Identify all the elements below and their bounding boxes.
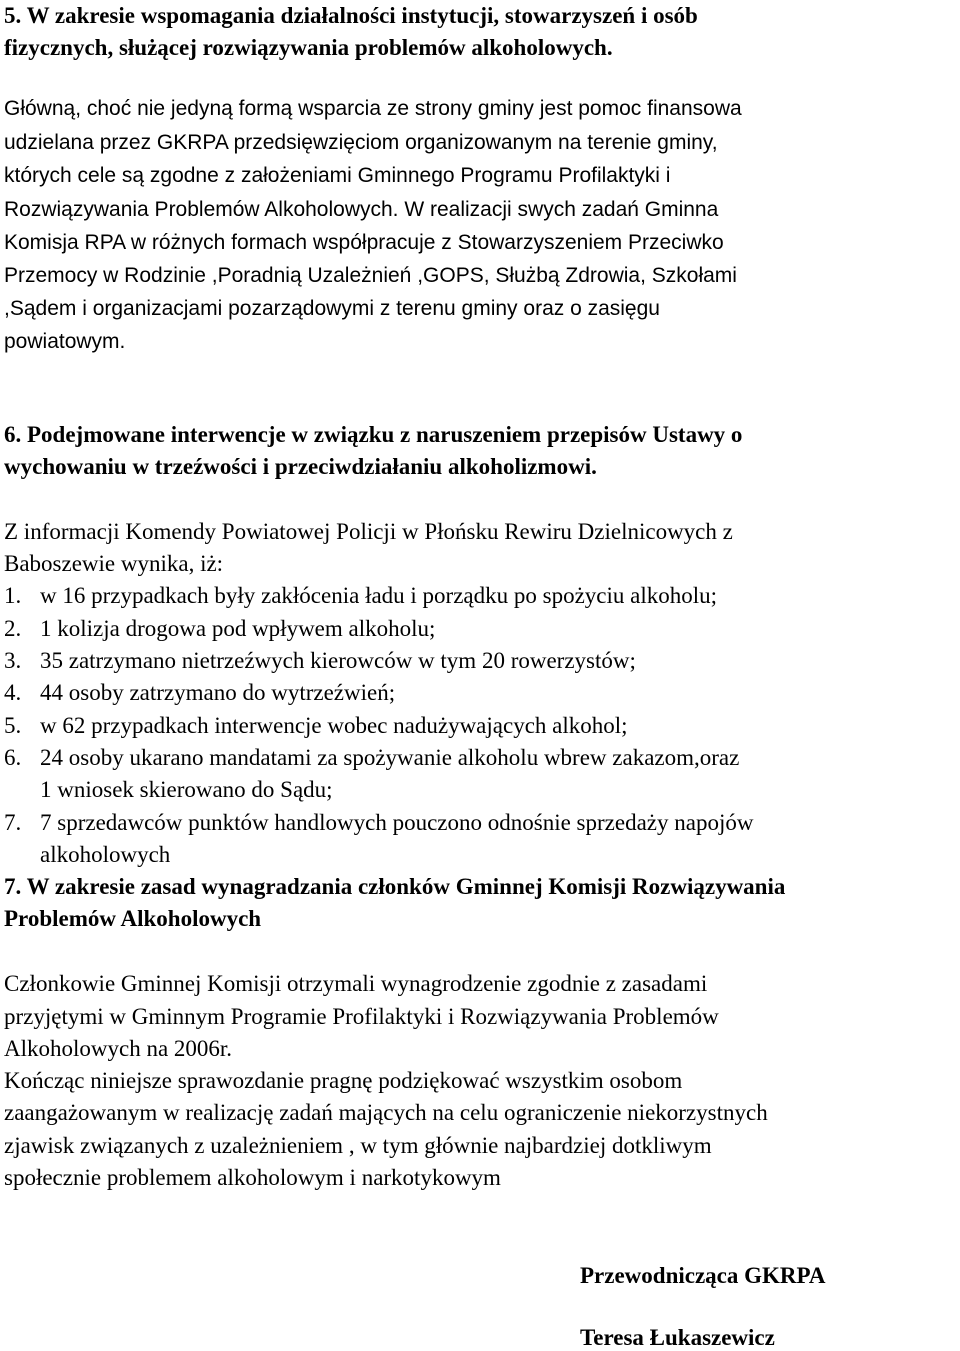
list-item-number: 4.	[4, 680, 22, 705]
list-item	[4, 744, 739, 771]
list-item-text: w 62 przypadkach interwencje wobec nadużywających alkohol;	[40, 713, 628, 738]
section-5-heading-line-2: fizycznych, służącej rozwiązywania problemów alkoholowych.	[4, 35, 613, 60]
list-item-number: 7.	[4, 810, 22, 835]
section-5-body-line: Główną, choć nie jedyną formą wsparcia ze strony gminy jest pomoc finansowa	[4, 97, 742, 120]
section-7-body-line: przyjętymi w Gminnym Programie Profilaktyki i Rozwiązywania Problemów	[4, 1004, 719, 1029]
list-item-text: 1 kolizja drogowa pod wpływem alkoholu;	[40, 616, 436, 641]
closing-line: społecznie problemem alkoholowym i narkotykowym	[4, 1165, 501, 1190]
list-item-number: 6.	[4, 745, 22, 770]
section-5-body-line: Komisja RPA w różnych formach współpracuje z Stowarzyszeniem Przeciwko	[4, 231, 724, 254]
list-item-number: 5.	[4, 713, 22, 738]
list-item-number: 2.	[4, 616, 22, 641]
list-item-continuation: 1 wniosek skierowano do Sądu;	[40, 777, 333, 802]
list-item-text: 44 osoby zatrzymano do wytrzeźwień;	[40, 680, 396, 705]
section-6-intro-line: Baboszewie wynika, iż:	[4, 551, 224, 576]
signature-name: Teresa Łukaszewicz	[580, 1325, 775, 1350]
section-7-body-line: Członkowie Gminnej Komisji otrzymali wynagrodzenie zgodnie z zasadami	[4, 971, 708, 996]
list-item-text: w 16 przypadkach były zakłócenia ładu i porządku po spożyciu alkoholu;	[40, 583, 718, 608]
signature-title: Przewodnicząca GKRPA	[580, 1263, 826, 1288]
closing-line: Kończąc niniejsze sprawozdanie pragnę podziękować wszystkim osobom	[4, 1068, 683, 1093]
section-6-heading-line-1: 6. Podejmowane interwencje w związku z naruszeniem przepisów Ustawy o	[4, 422, 743, 447]
section-5-body-line: Rozwiązywania Problemów Alkoholowych. W realizacji swych zadań Gminna	[4, 198, 719, 221]
section-6-heading-line-2: wychowaniu w trzeźwości i przeciwdziałaniu alkoholizmowi.	[4, 454, 597, 479]
section-5-body-line: ,Sądem i organizacjami pozarządowymi z terenu gminy oraz o zasięgu	[4, 297, 660, 320]
list-item	[4, 647, 636, 674]
section-5-body-line: powiatowym.	[4, 330, 126, 353]
section-7-heading-line-1: 7. W zakresie zasad wynagradzania członków Gminnej Komisji Rozwiązywania	[4, 874, 786, 899]
list-item-text: 24 osoby ukarano mandatami za spożywanie alkoholu wbrew zakazom,oraz	[40, 745, 740, 770]
section-7-body-line: Alkoholowych na 2006r.	[4, 1036, 233, 1061]
list-item-number: 3.	[4, 648, 22, 673]
list-item-text: 7 sprzedawców punktów handlowych pouczono odnośnie sprzedaży napojów	[40, 810, 754, 835]
section-5-body-line: udzielana przez GKRPA przedsięwzięciom organizowanym na terenie gminy,	[4, 131, 718, 154]
section-5-heading-line-1: 5. W zakresie wspomagania działalności instytucji, stowarzyszeń i osób	[4, 3, 698, 28]
list-item	[4, 582, 717, 609]
list-item-number: 1.	[4, 583, 22, 608]
list-item	[4, 809, 753, 836]
list-item	[4, 712, 628, 739]
section-7-heading-line-2: Problemów Alkoholowych	[4, 906, 262, 931]
section-5-body-line: Przemocy w Rodzinie ,Poradnią Uzależnień ,GOPS, Służbą Zdrowia, Szkołami	[4, 264, 737, 287]
closing-line: zjawisk związanych z uzależnieniem , w tym głównie najbardziej dotkliwym	[4, 1133, 712, 1158]
list-item-continuation: alkoholowych	[40, 842, 171, 867]
closing-line: zaangażowanym w realizację zadań mających na celu ograniczenie niekorzystnych	[4, 1100, 768, 1125]
list-item	[4, 679, 395, 706]
list-item	[4, 615, 435, 642]
section-6-intro-line: Z informacji Komendy Powiatowej Policji w Płońsku Rewiru Dzielnicowych z	[4, 519, 733, 544]
list-item-text: 35 zatrzymano nietrzeźwych kierowców w tym 20 rowerzystów;	[40, 648, 636, 673]
section-5-body-line: których cele są zgodne z założeniami Gminnego Programu Profilaktyki i	[4, 164, 671, 187]
